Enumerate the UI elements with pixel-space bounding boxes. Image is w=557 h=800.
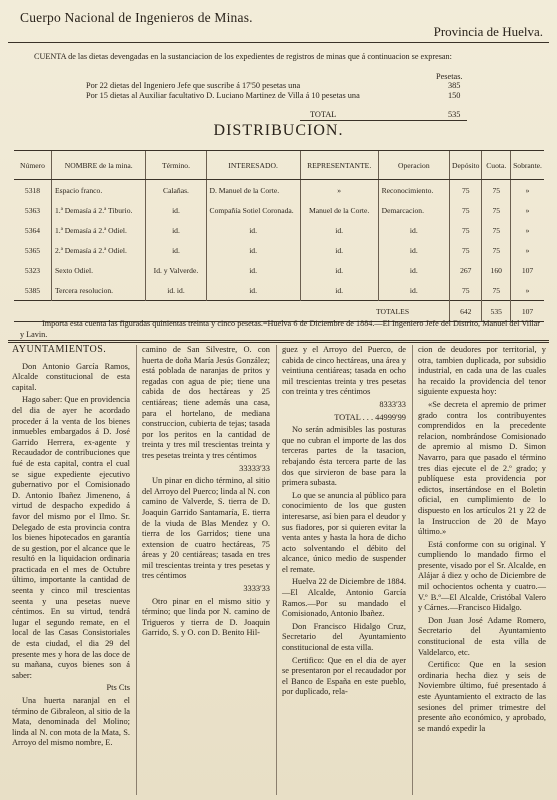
table-cell: » xyxy=(511,180,544,201)
table-cell: 75 xyxy=(482,200,511,220)
province-header: Provincia de Huelva. xyxy=(433,24,543,39)
column-header: NOMBRE de la mina. xyxy=(52,151,146,180)
table-cell: id. xyxy=(146,240,206,260)
table-cell: id. xyxy=(206,260,300,280)
distribucion-title: DISTRIBUCION. xyxy=(213,122,344,139)
table-cell: » xyxy=(511,240,544,260)
column-header: Depósito xyxy=(450,151,482,180)
table-cell: id. id. xyxy=(146,280,206,301)
cuenta-amount-2: 150 xyxy=(448,91,461,100)
table-cell: 267 xyxy=(450,260,482,280)
amount: 33333'33 xyxy=(239,463,270,473)
table-cell: 5364 xyxy=(24,225,41,235)
table-cell: » xyxy=(511,200,544,220)
total-line: TOTAL . . . 44999'99 xyxy=(334,412,406,422)
column-header: Sobrante. xyxy=(511,151,544,180)
amount: 8333'33 xyxy=(379,399,406,409)
column-header: Número xyxy=(14,151,52,180)
cuenta-total: 535 xyxy=(448,110,461,119)
table-row xyxy=(14,280,544,301)
column-header: Término. xyxy=(146,151,206,180)
cuenta-amount-1: 385 xyxy=(448,81,461,90)
total-cuota: 535 xyxy=(482,301,511,322)
table-cell: Calañas. xyxy=(146,180,206,201)
table-cell: Reconocimiento. xyxy=(378,180,449,201)
table-cell: id. xyxy=(146,200,206,220)
corps-header: Cuerpo Nacional de Ingenieros de Minas. xyxy=(20,10,253,25)
table-header-row xyxy=(14,151,544,180)
table-cell: 75 xyxy=(482,220,511,240)
total-amount: 44999'99 xyxy=(375,412,406,422)
table-row xyxy=(14,260,544,280)
distribucion-table xyxy=(14,150,544,322)
column-2 xyxy=(142,345,270,641)
table-cell: id. xyxy=(378,240,449,260)
section-heading: AYUNTAMIENTOS. xyxy=(12,344,107,355)
column-header: REPRESENTANTE. xyxy=(300,151,378,180)
table-cell: 5385 xyxy=(24,285,41,295)
table-cell: 75 xyxy=(482,280,511,301)
totals-label: TOTALES xyxy=(14,301,450,322)
total-sobrante: 107 xyxy=(511,301,544,322)
table-cell: 75 xyxy=(450,180,482,201)
cuenta-note: Importa esta cuenta las figuradas quinientas treinta y cinco pesetas.=Huelva 6 de Diciembre de 1884.—El Ingeniero Jefe del Distrito, Manuel del Villar y Lavin. xyxy=(20,319,540,339)
column-header: INTERESADO. xyxy=(206,151,300,180)
table-cell: 1.ª Demasía á 2.ª Tiburio. xyxy=(52,200,146,220)
table-row xyxy=(14,220,544,240)
table-cell: id. xyxy=(300,240,378,260)
cuenta-total-label: TOTAL xyxy=(310,110,337,119)
cuenta-line-1: Por 22 dietas del Ingeniero Jefe que suscribe á 17'50 pesetas una xyxy=(86,81,301,90)
total-label: TOTAL xyxy=(334,412,361,422)
section-double-rule xyxy=(8,340,549,343)
paragraph: No serán admisibles las posturas que no cubran el importe de las dos terceras partes de la tasacion, rebajando ésta tercera parte de las dos que sirvieron de base para la primera subasta. xyxy=(282,425,406,488)
paragraph: Certifico: Que en la sesion ordinaria hecha diez y seis de Noviembre último, fué presentado á este Ayuntamiento el extracto de las sesiones del primer trimestre del presente año económico, y aprobado, se mandó expedir la xyxy=(418,660,546,733)
table-cell: 75 xyxy=(450,220,482,240)
table-cell: id. xyxy=(146,220,206,240)
table-cell: 75 xyxy=(482,180,511,201)
paragraph: Está conforme con su original. Y cumpliendo lo mandado firmo el presente, visado por el Sr. Alcalde, en Alájar á diez y ocho de Diciembre de mil ochocientos ochenta y cuatro.—V.º B.º—El Alcalde, Cristóbal Valero y Cárnes.—Francisco Hidalgo. xyxy=(418,539,546,613)
table-cell: id. xyxy=(378,280,449,301)
table-cell: 75 xyxy=(450,280,482,301)
pesetas-head: Pesetas. xyxy=(436,72,463,81)
table-cell: D. Manuel de la Corte. xyxy=(206,180,300,201)
table-cell: Compañía Sotiel Coronada. xyxy=(206,200,300,220)
column-divider xyxy=(136,345,137,795)
table-cell: id. xyxy=(300,260,378,280)
table-row xyxy=(14,200,544,220)
table-cell: 5323 xyxy=(24,265,41,275)
header-rule xyxy=(8,42,549,43)
column-header: Operacion xyxy=(378,151,449,180)
column-4 xyxy=(418,345,546,736)
table-cell: 2.ª Demasía á 2.ª Odiel. xyxy=(52,240,146,260)
cuenta-total-rule xyxy=(300,120,467,121)
table-cell: 5365 xyxy=(24,245,41,255)
paragraph: Un pinar en dicho término, al sitio del Arroyo del Puerco; linda al N. con camino de Valverde, S. tierra de D. Joaquin Garrido Santamaría, E. tierra de la viuda de Blas Mendez y O. tierra de los Garridos; tiene una extension de cuatro hectáreas, 75 áreas y 20 centiáreas; tasada en tres mil trescientas treinta y tres pesetas y tres céntimos xyxy=(142,476,270,581)
table-cell: Manuel de la Corte. xyxy=(300,200,378,220)
table-cell: id. xyxy=(300,220,378,240)
table-cell: Tercera resolucion. xyxy=(52,280,146,301)
table-cell: 75 xyxy=(482,240,511,260)
paragraph: Don Juan José Adame Romero, Secretario del Ayuntamiento constitucional de esta villa de Valdelarco, etc. xyxy=(418,615,546,657)
amount: 3333'33 xyxy=(243,584,270,594)
paragraph: Certifico: Que en el dia de ayer se presentaron por el recaudador por el Banco de España en este pueblo, por duplicado, rela- xyxy=(282,655,406,697)
column-divider xyxy=(412,345,413,795)
cuenta-intro: CUENTA de las dietas devengadas en la sustanciacion de los expedientes de registros de minas que á continuacion se expresan: xyxy=(34,52,452,61)
table-row xyxy=(14,180,544,201)
paragraph: Una huerta naranjal en el término de Gibraleon, al sitio de la Mata, denominada del Molino; linda al N. con mota de la Mata, S. Arroyo del mismo nombre, E. xyxy=(12,696,130,748)
table-cell: » xyxy=(511,280,544,301)
column-3 xyxy=(282,345,406,700)
table-cell: id. xyxy=(206,280,300,301)
table-cell: id. xyxy=(378,260,449,280)
table-cell: Espacio franco. xyxy=(52,180,146,201)
paragraph: Huelva 22 de Diciembre de 1884.—El Alcalde, Antonio García Ramos.—Por su mandado el Comisionado, Antonio Ibañez. xyxy=(282,577,406,619)
paragraph: cion de deudores por territorial, y otra, tambien duplicada, por subsidio industrial, en cada una de las cuales ha recaido la providencia del tenor siguiente expuesta hoy: xyxy=(418,345,546,397)
table-cell: id. xyxy=(206,220,300,240)
column-header: Cuota. xyxy=(482,151,511,180)
table-cell: 1.ª Demasía á 2.ª Odiel. xyxy=(52,220,146,240)
column-ayuntamientos xyxy=(12,345,130,751)
cuenta-line-2: Por 15 dietas al Auxiliar facultativo D. Luciano Martinez de Villa á 10 pesetas una xyxy=(86,91,360,100)
table-cell: 75 xyxy=(450,240,482,260)
table-row xyxy=(14,240,544,260)
paragraph: camino de San Silvestre, O. con huerta de doña María Jesús González; está poblada de naranjas de pritos y regadas con agua de pie; tiene una cabida de dos hectáreas y 25 centiáreas; tiene además una casa, para el hortelano, de mediana construccion, cubierta de tejas; tasada por los peritos en la cantidad de treinta y tres mil trescientas treinta y tres pesetas treinta y tres céntimos xyxy=(142,345,270,460)
table-cell: » xyxy=(511,220,544,240)
paragraph: «Se decreta el apremio de primer grado contra los contribuyentes comprendidos en la precedente relacion, nombrándose Comisionado de apremio al mismo D. Simon Navarro, para que pasado el término tres dias ejecute el de 2.º grado; y publíquese esta providencia por edictos, insertándose en el Boletin oficial, en cumplimiento de lo dispuesto en los artículos 21 y 22 de la Instruccion de 20 de Mayo último.» xyxy=(418,399,546,537)
table-cell: 107 xyxy=(511,260,544,280)
pts-cts-head: Pts Cts xyxy=(106,683,130,693)
table-cell: 5318 xyxy=(24,185,41,195)
table-cell: Id. y Valverde. xyxy=(146,260,206,280)
table-cell: id. xyxy=(206,240,300,260)
paragraph: Hago saber: Que en providencia del dia de ayer he acordado proceder á la venta de los bienes inmuebles embargados á D. José Garrido Herrera, ex-agente y Recaudador de contribuciones que fué de esta capital, contra el cual se sigue expediente ejecutivo gubernativo por el Comisionado D. Antonio Ibañez Jimeneno, á virtud de despacho expedido á favor del mismo por el Ilmo. Sr. Delegado de esta provincia contra los bienes hipotecados en garantía de su gestion, por el alcance que le resultó en la liquidacion ordinaria practicada en el mes de Octubre último, importante la cantidad de seenta y cinco mil trescientas seenta y una pesetas nueve céntimos. En su virtud, tendrá lugar el segundo remate, en el local de las Casas Consistoriales de esta ciudad, el dia 29 del presente mes y hora de las doce de su mañana, cuyos bienes son á saber: xyxy=(12,395,130,680)
table-cell: Sexto Odiel. xyxy=(52,260,146,280)
paragraph: Otro pinar en el mismo sitio y término; que linda por N. camino de Trigueros y tierra de D. Joaquin Garrido, S. y O. con D. Benito Hil- xyxy=(142,596,270,638)
table-cell: Demarcacion. xyxy=(378,200,449,220)
table-cell: 160 xyxy=(482,260,511,280)
table-cell: id. xyxy=(378,220,449,240)
table-cell: id. xyxy=(300,280,378,301)
column-divider xyxy=(276,345,277,795)
paragraph: Don Francisco Hidalgo Cruz, Secretario del Ayuntamiento constitucional de esta villa. xyxy=(282,621,406,653)
table-cell: 75 xyxy=(450,200,482,220)
table-cell: » xyxy=(300,180,378,201)
paragraph: guez y el Arroyo del Puerco, de cabida de cinco hectáreas, una área y veintiuna centiáreas; tasada en ocho mil trescientas treinta y tres pesetas con treinta y tres céntimos xyxy=(282,345,406,397)
table-cell: 5363 xyxy=(24,205,41,215)
paragraph: Don Antonio García Ramos, Alcalde constitucional de esta capital. xyxy=(12,361,130,392)
paragraph: Lo que se anuncia al público para conocimiento de los que gusten interesarse, así bien para el deudor y sus fiadores, por si quieren evitar la venta antes y hasta la hora de dicho acto solventando el débito del alcance, único medio de suspender el remate. xyxy=(282,490,406,574)
total-deposito: 642 xyxy=(450,301,482,322)
